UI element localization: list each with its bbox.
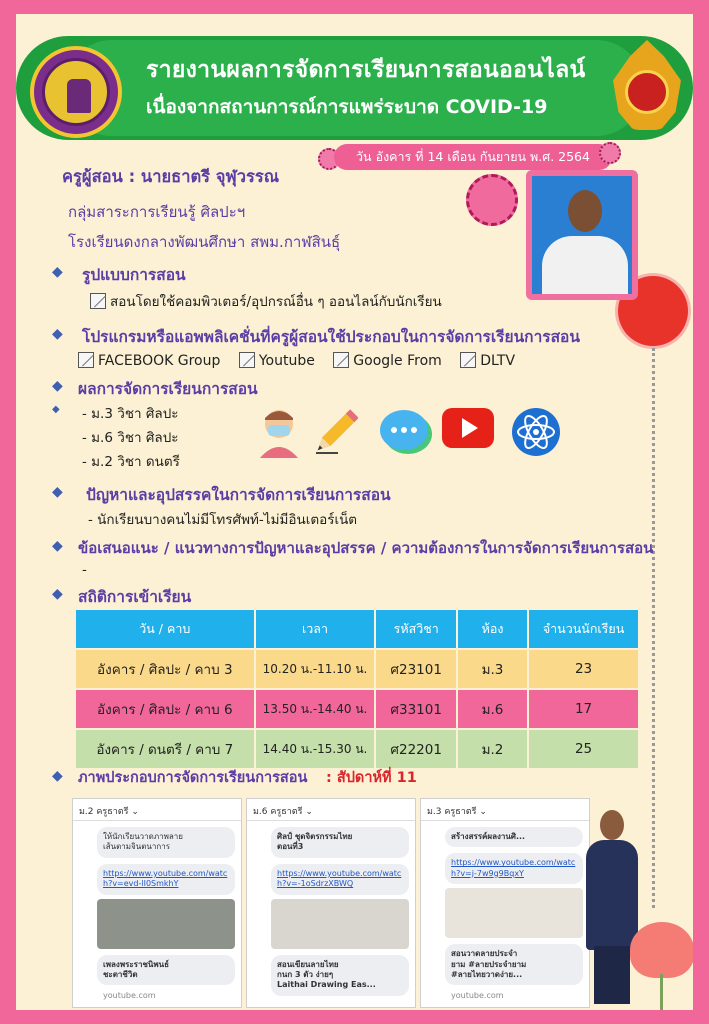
youtube-icon	[442, 406, 494, 450]
table-row	[76, 650, 638, 688]
virus-icon	[466, 174, 518, 226]
attendance-heading: สถิติการเข้าเรียน	[78, 588, 192, 606]
problems-item: - นักเรียนบางคนไม่มีโทรศัพท์-ไม่มีอินเตอร์เน็ต	[88, 512, 358, 528]
school-name: โรงเรียนดงกลางพัฒนศึกษา สพม.กาฬสินธุ์	[68, 233, 341, 251]
date-badge: วัน อังคาร ที่ 14 เดือน กันยายน พ.ศ. 2564	[334, 144, 612, 170]
atom-icon	[510, 406, 562, 458]
checkbox-icon	[90, 293, 106, 309]
diamond-bullet-icon: ◆	[52, 586, 63, 602]
result-item: - ม.2 วิชา ดนตรี	[82, 454, 180, 470]
checkbox-icon	[239, 352, 255, 368]
diamond-bullet-icon: ◆	[52, 326, 63, 342]
table-cell: 25	[529, 730, 638, 768]
screenshot-gallery	[72, 798, 592, 1008]
suggestions-item: -	[82, 562, 87, 578]
video-source: youtube.com	[103, 991, 156, 1001]
app-item: DLTV	[460, 353, 515, 369]
table-row	[76, 690, 638, 728]
video-caption: สอนเขียนลายไทย กนก 3 ตัว ง่ายๆ Laithai Drawing Eas...	[271, 955, 409, 996]
video-source: youtube.com	[451, 991, 504, 1001]
teacher-standing-photo	[582, 806, 642, 1006]
result-item: - ม.3 วิชา ศิลปะ	[82, 406, 179, 422]
table-cell: ศ23101	[376, 650, 456, 688]
page-title: รายงานผลการจัดการเรียนการสอนออนไลน์	[146, 57, 586, 83]
problems-heading: ปัญหาและอุปสรรคในการจัดการเรียนการสอน	[86, 486, 391, 504]
table-cell: 17	[529, 690, 638, 728]
diamond-bullet-icon: ◆	[52, 768, 63, 784]
table-row	[76, 730, 638, 768]
results-heading: ผลการจัดการเรียนการสอน	[78, 380, 258, 398]
flower-decoration-icon	[630, 922, 693, 978]
apps-heading: โปรแกรมหรือแอพพลิเคชั่นที่ครูผู้สอนใช้ประกอบในการจัดการเรียนการสอน	[82, 328, 580, 346]
table-cell: ม.3	[458, 650, 527, 688]
chat-link: https://www.youtube.com/watch?v=-1oSdrzXBWQ	[271, 864, 409, 895]
gallery-week: : สัปดาห์ที่ 11	[326, 770, 417, 786]
table-cell: ม.6	[458, 690, 527, 728]
video-caption: สอนวาดลายประจำ ยาม #ลายประจำยาม #ลายไทยวาดง่าย...	[445, 944, 583, 985]
gallery-heading: ภาพประกอบการจัดการเรียนการสอน	[78, 770, 308, 786]
teaching-format-heading: รูปแบบการสอน	[82, 266, 186, 284]
result-item: - ม.6 วิชา ศิลปะ	[82, 430, 179, 446]
report-page	[16, 14, 693, 1010]
column-header: จำนวนนักเรียน	[529, 610, 638, 648]
column-header: ห้อง	[458, 610, 527, 648]
chat-screenshot	[72, 798, 242, 1008]
video-thumbnail	[445, 888, 583, 938]
app-item: Google From	[333, 353, 442, 369]
checkbox-icon	[78, 352, 94, 368]
table-cell: 23	[529, 650, 638, 688]
teacher-name: ครูผู้สอน : นายธาตรี จุฬุวรรณ	[62, 167, 280, 186]
subject-group: กลุ่มสาระการเรียนรู้ ศิลปะฯ	[68, 203, 246, 221]
teaching-format-item: สอนโดยใช้คอมพิวเตอร์/อุปกรณ์อื่น ๆ ออนไลน์กับนักเรียน	[90, 290, 442, 312]
checkbox-icon	[460, 352, 476, 368]
apps-list	[78, 352, 529, 369]
app-item: FACEBOOK Group	[78, 353, 220, 369]
flower-stem-decoration	[660, 974, 663, 1010]
table-cell: อังคาร / ศิลปะ / คาบ 6	[76, 690, 254, 728]
attendance-table	[74, 608, 640, 770]
table-cell: ม.2	[458, 730, 527, 768]
video-thumbnail	[271, 899, 409, 949]
page-subtitle: เนื่องจากสถานการณ์การแพร่ระบาด COVID-19	[146, 96, 548, 118]
chat-title: ม.2 ครูธาตรี ⌄	[73, 799, 241, 821]
chat-message: สร้างสรรค์ผลงานศิ...	[445, 827, 583, 847]
table-header-row	[76, 610, 638, 648]
column-header: วัน / คาบ	[76, 610, 254, 648]
chat-title: ม.6 ครูธาตรี ⌄	[247, 799, 415, 821]
column-header: รหัสวิชา	[376, 610, 456, 648]
diamond-bullet-icon: ◆	[52, 538, 63, 554]
chat-bubble-icon	[378, 406, 434, 458]
table-cell: 13.50 น.-14.40 น.	[256, 690, 375, 728]
video-thumbnail	[97, 899, 235, 949]
table-cell: ศ33101	[376, 690, 456, 728]
chat-link: https://www.youtube.com/watch?v=j-7w9g9BqxY	[445, 853, 583, 884]
table-cell: อังคาร / ศิลปะ / คาบ 3	[76, 650, 254, 688]
suggestions-heading: ข้อเสนอแนะ / แนวทางการปัญหาและอุปสรรค / ความต้องการในการจัดการเรียนการสอน	[78, 539, 654, 557]
video-caption: เพลงพระราชนิพนธ์ ชะตาชีวิต	[97, 955, 235, 986]
obec-seal-logo	[609, 40, 685, 132]
masked-person-icon	[256, 406, 302, 458]
virus-icon	[599, 142, 621, 164]
pencil-icon	[314, 406, 358, 458]
chat-screenshot	[420, 798, 590, 1008]
diamond-bullet-icon: ◆	[52, 484, 63, 500]
app-item: Youtube	[239, 353, 315, 369]
table-cell: 14.40 น.-15.30 น.	[256, 730, 375, 768]
chat-screenshot	[246, 798, 416, 1008]
table-cell: ศ22201	[376, 730, 456, 768]
chat-message: ให้นักเรียนวาดภาพลาย เส้นตามจินตนาการ	[97, 827, 235, 858]
checkbox-icon	[333, 352, 349, 368]
table-cell: 10.20 น.-11.10 น.	[256, 650, 375, 688]
chat-title: ม.3 ครูธาตรี ⌄	[421, 799, 589, 821]
school-seal-logo	[30, 46, 122, 138]
table-cell: อังคาร / ดนตรี / คาบ 7	[76, 730, 254, 768]
diamond-bullet-icon: ◆	[52, 378, 63, 394]
chat-message: ศิลป์ ชุดจิตรกรรมไทย ตอนที่3	[271, 827, 409, 858]
column-header: เวลา	[256, 610, 375, 648]
diamond-bullet-icon: ◆	[52, 404, 60, 415]
diamond-bullet-icon: ◆	[52, 264, 63, 280]
chat-link: https://www.youtube.com/watch?v=evd-lI0SmkhY	[97, 864, 235, 895]
teacher-photo	[526, 170, 638, 300]
dotted-divider	[652, 348, 655, 908]
